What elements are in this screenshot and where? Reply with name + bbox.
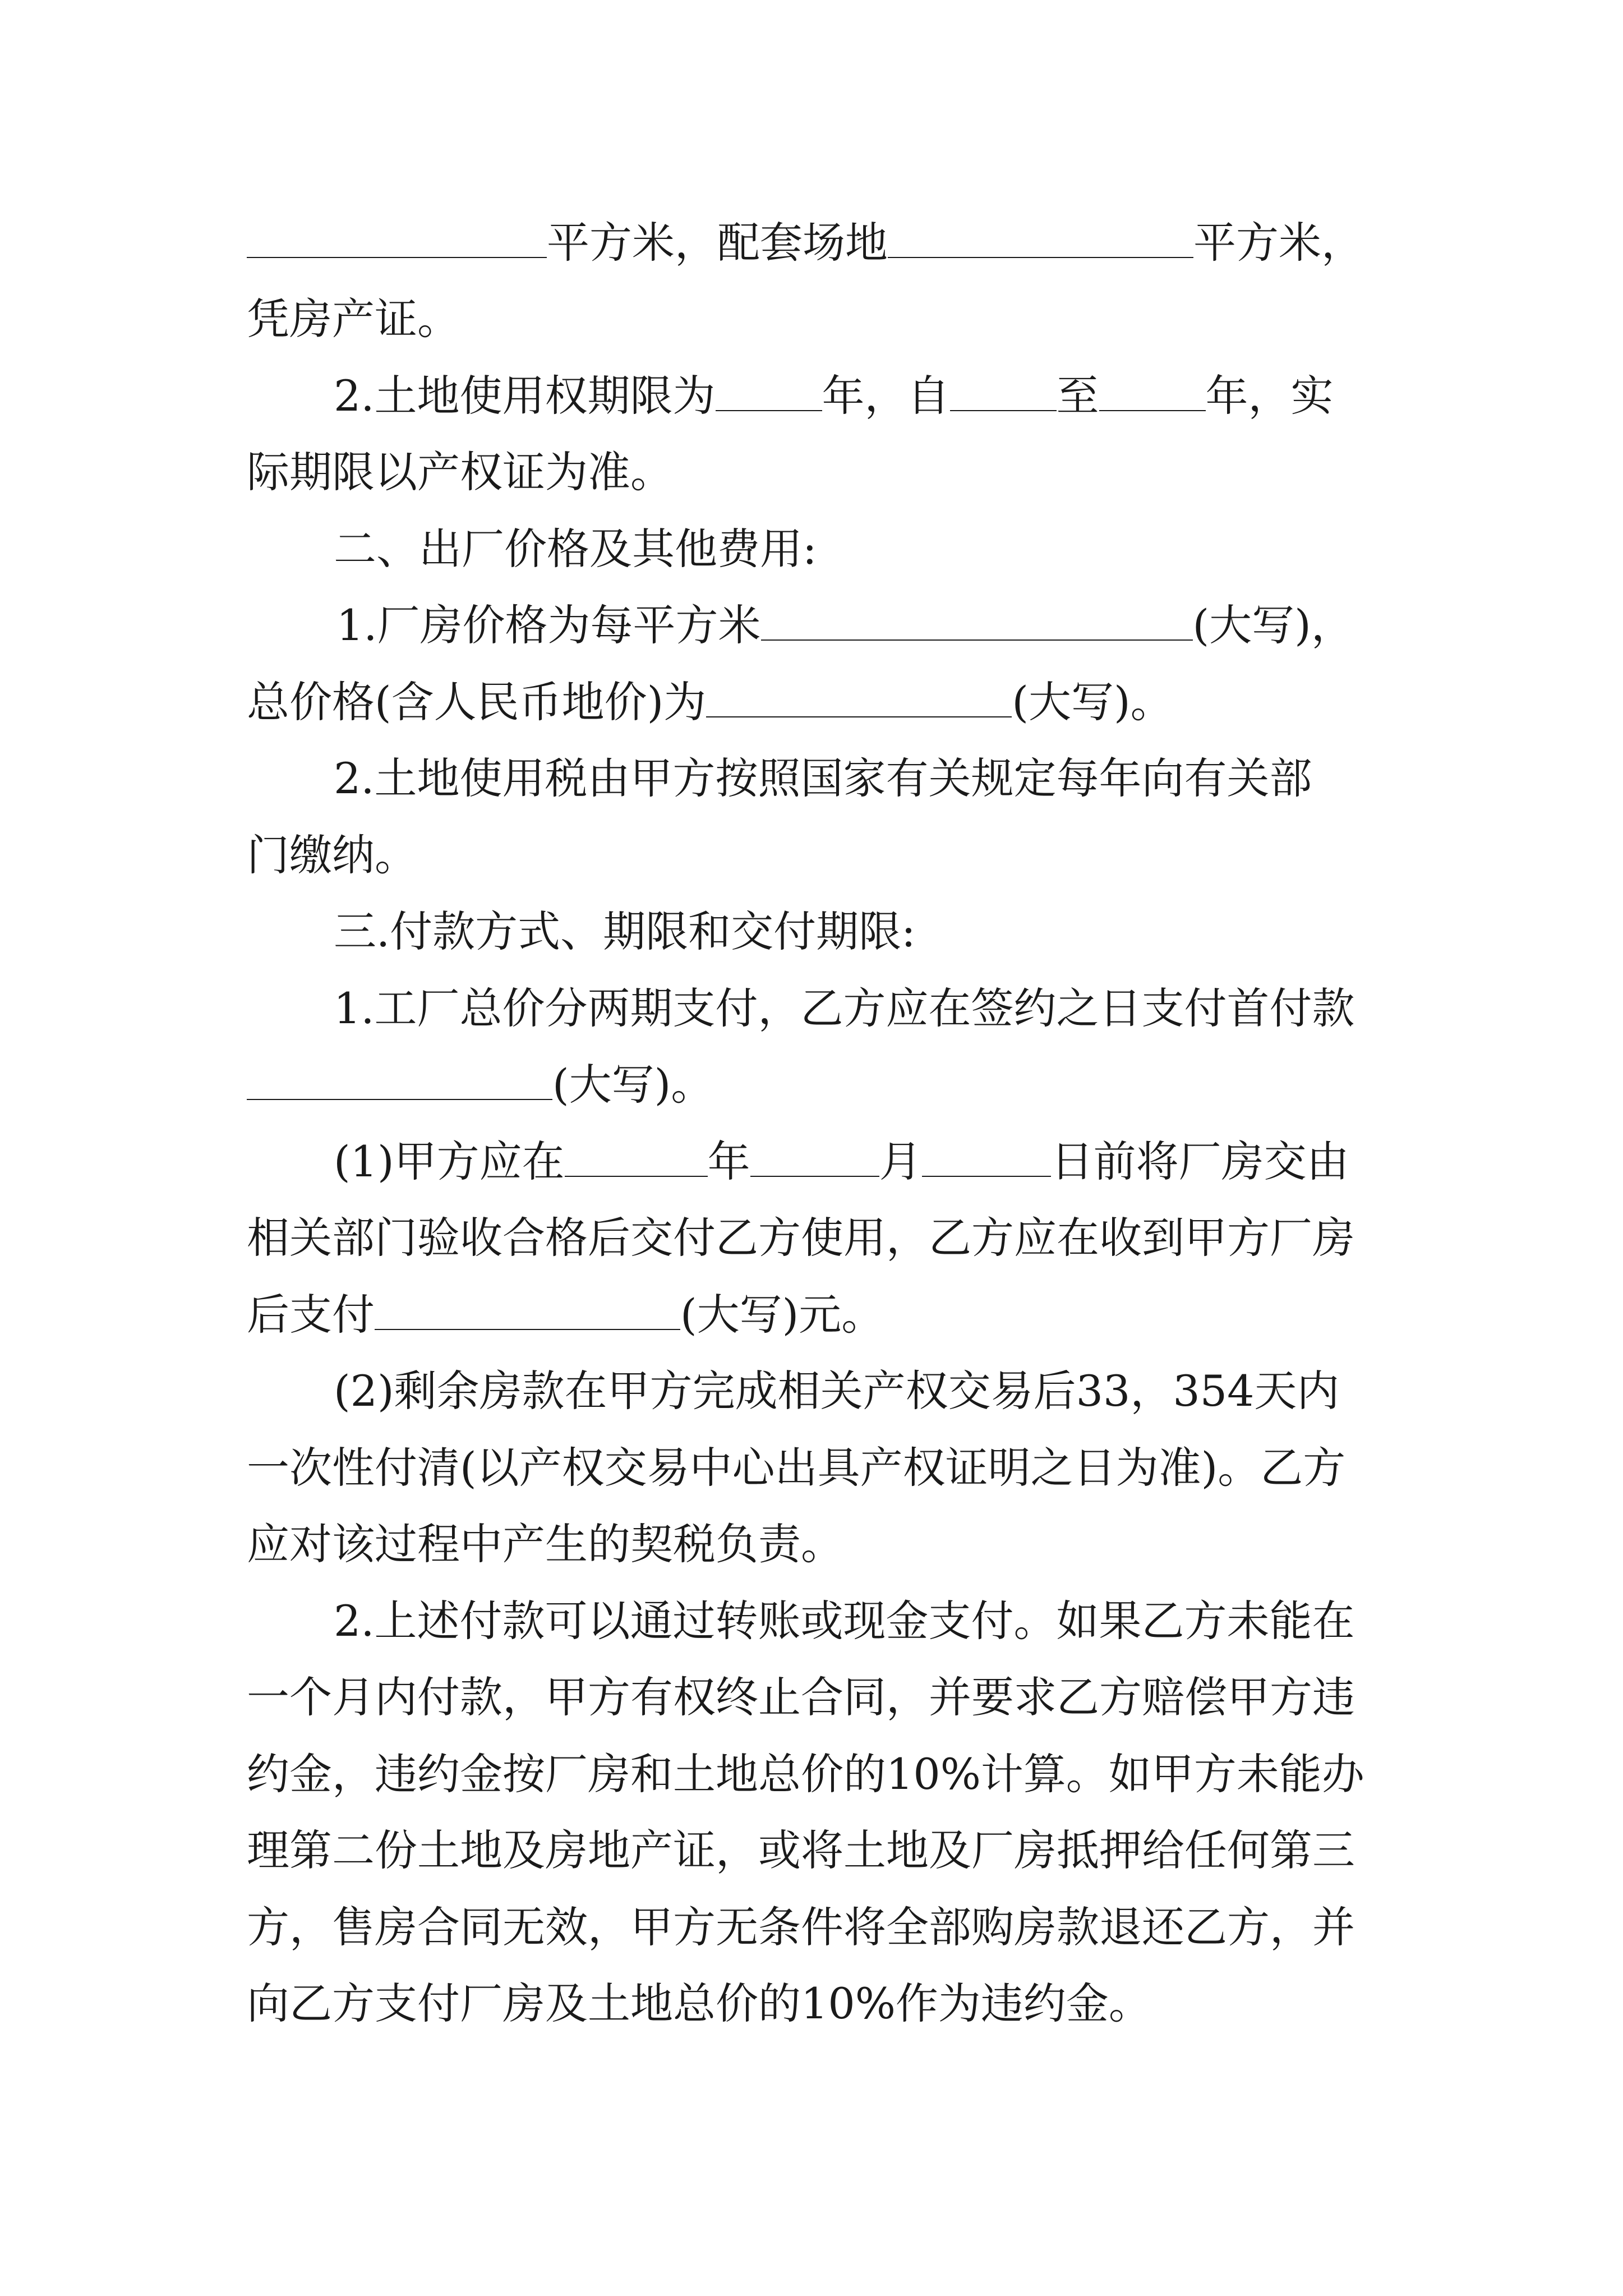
fill-blank bbox=[750, 1131, 879, 1177]
paragraph-line bbox=[247, 1743, 1380, 1805]
paragraph-line bbox=[247, 1667, 1380, 1728]
text-segment: 总价格(含人民币地价)为 bbox=[247, 677, 707, 727]
text-segment: 后支付 bbox=[247, 1290, 375, 1340]
fill-blank bbox=[375, 1284, 680, 1330]
text-segment: 1.厂房价格为每平方米 bbox=[336, 600, 761, 650]
text-segment: 日前将厂房交由 bbox=[1050, 1137, 1349, 1186]
text-segment: 至 bbox=[1056, 371, 1099, 421]
paragraph-line bbox=[247, 1897, 1380, 1958]
paragraph-line bbox=[247, 1820, 1380, 1881]
paragraph-line bbox=[334, 365, 1380, 427]
section-heading bbox=[334, 901, 1467, 963]
paragraph-line bbox=[334, 1590, 1467, 1652]
text-segment: 一个月内付款，甲方有权终止合同，并要求乙方赔偿甲方违 bbox=[247, 1672, 1355, 1722]
text-segment: 应对该过程中产生的契税负责。 bbox=[247, 1519, 843, 1569]
paragraph-line bbox=[247, 1284, 1380, 1346]
paragraph-line bbox=[334, 748, 1467, 809]
fill-blank bbox=[706, 671, 1012, 717]
text-segment: 相关部门验收合格后交付乙方使用，乙方应在收到甲方厂房 bbox=[247, 1213, 1355, 1263]
text-segment: (大写)。 bbox=[1012, 677, 1173, 727]
text-segment: (大写)元。 bbox=[680, 1290, 884, 1340]
paragraph-line bbox=[334, 1131, 1467, 1193]
text-segment: (1)甲方应在 bbox=[334, 1137, 565, 1186]
text-segment: 平方米，配套场地 bbox=[547, 218, 888, 268]
paragraph-line bbox=[247, 1207, 1380, 1269]
fill-blank bbox=[922, 1131, 1051, 1177]
paragraph-line bbox=[334, 978, 1467, 1039]
text-segment: 年，实 bbox=[1205, 371, 1334, 421]
text-segment: 凭房产证。 bbox=[247, 294, 460, 344]
text-segment: 2.土地使用权期限为 bbox=[334, 371, 716, 421]
paragraph-line bbox=[247, 825, 1380, 886]
fill-blank bbox=[247, 1054, 552, 1100]
text-segment: 一次性付清(以产权交易中心出具产权证明之日为准)。乙方 bbox=[247, 1443, 1346, 1493]
text-segment: 平方米， bbox=[1193, 218, 1364, 268]
text-segment: 2.土地使用税由甲方按照国家有关规定每年向有关部 bbox=[334, 753, 1312, 803]
text-segment: 约金，违约金按厂房和土地总价的10%计算。如甲方未能办 bbox=[247, 1749, 1364, 1799]
paragraph-line bbox=[247, 1973, 1380, 2035]
text-segment: 理第二份土地及房地产证，或将土地及厂房抵押给任何第三 bbox=[247, 1825, 1355, 1875]
paragraph-line bbox=[247, 1054, 1380, 1116]
paragraph-line bbox=[247, 288, 1380, 350]
fill-blank bbox=[761, 595, 1193, 641]
text-segment: 方，售房合同无效，甲方无条件将全部购房款退还乙方，并 bbox=[247, 1902, 1355, 1952]
text-segment: 二、出厂价格及其他费用: bbox=[334, 524, 817, 574]
paragraph-line bbox=[247, 1513, 1380, 1575]
fill-blank bbox=[565, 1131, 708, 1177]
text-segment: 年，自 bbox=[822, 371, 950, 421]
text-segment: 际期限以产权证为准。 bbox=[247, 447, 673, 497]
paragraph-line bbox=[247, 1437, 1380, 1499]
paragraph-line bbox=[334, 1360, 1467, 1422]
paragraph-line bbox=[247, 212, 1380, 274]
section-heading bbox=[334, 518, 1467, 580]
fill-blank bbox=[716, 365, 822, 411]
text-segment: 1.工厂总价分两期支付，乙方应在签约之日支付首付款 bbox=[334, 983, 1355, 1033]
text-segment: (2)剩余房款在甲方完成相关产权交易后33，354天内 bbox=[334, 1366, 1340, 1416]
fill-blank bbox=[1099, 365, 1206, 411]
paragraph-line bbox=[247, 441, 1380, 503]
text-segment: (大写)， bbox=[1192, 600, 1354, 650]
text-segment: 三.付款方式、期限和交付期限: bbox=[334, 907, 916, 956]
fill-blank bbox=[950, 365, 1057, 411]
text-segment: 2.上述付款可以通过转账或现金支付。如果乙方未能在 bbox=[334, 1596, 1355, 1646]
paragraph-line bbox=[247, 671, 1380, 733]
fill-blank bbox=[247, 212, 547, 258]
text-segment: (大写)。 bbox=[552, 1060, 714, 1110]
text-segment: 月 bbox=[879, 1137, 922, 1186]
text-segment: 年 bbox=[707, 1137, 750, 1186]
text-segment: 门缴纳。 bbox=[247, 830, 417, 880]
text-segment: 向乙方支付厂房及土地总价的10%作为违约金。 bbox=[247, 1978, 1151, 2028]
fill-blank bbox=[888, 212, 1193, 258]
paragraph-line bbox=[336, 595, 1380, 656]
